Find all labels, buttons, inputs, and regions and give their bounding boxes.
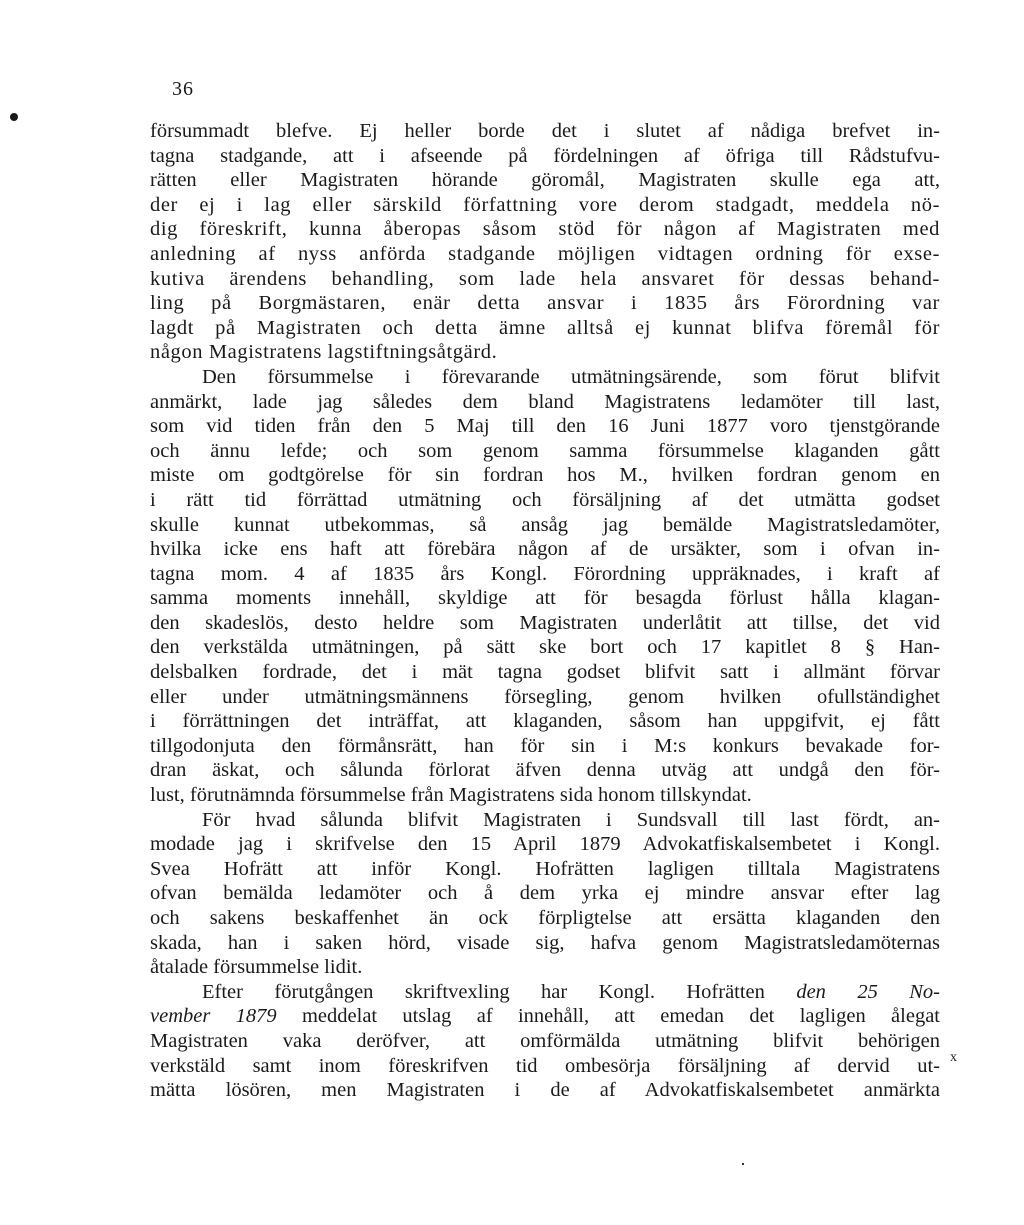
text-line — [150, 537, 940, 562]
line-text: anledning af nyss anförda stadgande möjligen vidtagen ordning för exse- — [150, 242, 940, 265]
italic-date-text: den 25 No- — [796, 980, 940, 1003]
text-line — [150, 316, 940, 341]
text-line — [150, 660, 940, 685]
text-line — [150, 390, 940, 415]
line-text: För hvad sålunda blifvit Magistraten i Sundsvall till last fördt, an- — [202, 808, 940, 831]
line-text: den skadeslös, desto heldre som Magistraten underlåtit att tillse, det vid — [150, 611, 940, 634]
text-line — [150, 340, 940, 365]
text-line — [150, 267, 940, 292]
text-line — [150, 291, 940, 316]
text-line — [150, 439, 940, 464]
line-text: modade jag i skrifvelse den 15 April 1879 Advokatfiskalsembetet i Kongl. — [150, 833, 940, 856]
text-line — [150, 562, 940, 587]
text-line — [150, 758, 940, 783]
text-line — [150, 1029, 940, 1054]
text-line — [150, 685, 940, 710]
line-text: Svea Hofrätt att inför Kongl. Hofrätten lagligen tilltala Magistratens — [150, 857, 940, 880]
line-text: och sakens beskaffenhet än ock förpligtelse att ersätta klaganden den — [150, 907, 940, 929]
line-text: tagna mom. 4 af 1835 års Kongl. Förordning uppräknades, i kraft af — [150, 562, 940, 585]
stray-ink-dot — [742, 1163, 744, 1165]
line-text: Efter förutgången skriftvexling har Kongl. Hofrätten — [202, 980, 797, 1003]
line-text-after: meddelat utslag af innehåll, att emedan det lagligen ålegat — [276, 1005, 940, 1028]
text-line — [150, 931, 940, 956]
text-line — [150, 881, 940, 906]
line-text: Den försummelse i förevarande utmätningsärende, som förut blifvit — [202, 365, 940, 388]
page-number: 36 — [172, 78, 194, 100]
line-text: samma moments innehåll, skyldige att för besagda förlust hålla klagan- — [150, 587, 940, 610]
text-line — [150, 144, 940, 169]
text-line — [150, 734, 940, 759]
text-line — [150, 857, 940, 882]
line-text: eller under utmätningsmännens försegling, genom hvilken ofullständighet — [150, 685, 940, 708]
line-text: tagna stadgande, att i afseende på fördelningen af öfriga till Rådstufvu- — [150, 144, 940, 167]
body-text — [150, 119, 940, 1103]
line-text: delsbalken fordrade, det i mät tagna godset blifvit satt i allmänt förvar — [150, 661, 940, 684]
text-line — [150, 1078, 940, 1103]
line-text: den verkstälda utmätningen, på sätt ske bort och 17 kapitlet 8 § Han- — [150, 636, 940, 659]
margin-annotation-mark: x — [950, 1050, 957, 1065]
margin-dot-mark — [10, 113, 18, 121]
line-text: i förrättningen det inträffat, att klaganden, såsom han uppgifvit, ej fått — [150, 710, 940, 733]
line-text: åtalade försummelse lidit. — [150, 956, 363, 979]
line-text: hvilka icke ens haft att förebära någon af de ursäkter, som i ofvan in- — [150, 538, 940, 561]
line-text: dig föreskrift, kunna åberopas såsom stöd för någon af Magistraten med — [150, 218, 940, 241]
line-text: ling på Borgmästaren, enär detta ansvar i 1835 års Förordning var — [150, 292, 940, 315]
line-text: Magistraten vaka deröfver, att omförmälda utmätning blifvit behörigen — [150, 1029, 940, 1052]
text-line — [150, 832, 940, 857]
line-text: som vid tiden från den 5 Maj till den 16 Juni 1877 voro tjenstgörande — [150, 415, 940, 438]
text-line — [150, 119, 940, 144]
line-text: mätta lösören, men Magistraten i de af Advokatfiskalsembetet anmärkta — [150, 1079, 940, 1102]
line-text: lust, förutnämnda försummelse från Magistratens sida honom tillskyndat. — [150, 784, 752, 807]
text-line — [150, 783, 940, 808]
text-line — [150, 1004, 940, 1029]
text-line — [150, 217, 940, 242]
text-line — [150, 1054, 940, 1079]
text-line — [150, 242, 940, 267]
line-text: anmärkt, lade jag således dem bland Magistratens ledamöter till last, — [150, 390, 940, 413]
line-text: dran äskat, och sålunda förlorat äfven denna utväg att undgå den för- — [150, 759, 940, 782]
text-line — [150, 808, 940, 833]
text-line — [150, 513, 940, 538]
line-text: i rätt tid förrättad utmätning och försäljning af det utmätta godset — [150, 488, 940, 511]
line-text: och ännu lefde; och som genom samma försummelse klaganden gått — [150, 439, 940, 462]
text-line — [150, 955, 940, 980]
text-line — [150, 168, 940, 193]
text-line — [150, 980, 940, 1005]
line-text: tillgodonjuta den förmånsrätt, han för sin i M:s konkurs bevakade for- — [150, 734, 940, 757]
line-text: der ej i lag eller särskild författning vore derom stadgadt, meddela nö- — [150, 193, 940, 216]
line-text: lagdt på Magistraten och detta ämne alltså ej kunnat blifva föremål för — [150, 316, 940, 339]
text-line — [150, 709, 940, 734]
line-text: någon Magistratens lagstiftningsåtgärd. — [150, 341, 498, 364]
text-line — [150, 488, 940, 513]
line-text: kutiva ärendens behandling, som lade hela ansvaret för dessas behand- — [150, 267, 940, 290]
line-text: rätten eller Magistraten hörande göromål, Magistraten skulle ega att, — [150, 169, 940, 192]
text-line — [150, 463, 940, 488]
line-text: miste om godtgörelse för sin fordran hos M., hvilken fordran genom en — [150, 464, 940, 487]
line-text: ofvan bemälda ledamöter och å dem yrka ej mindre ansvar efter lag — [150, 882, 940, 905]
text-line — [150, 906, 940, 931]
text-line — [150, 611, 940, 636]
text-line — [150, 365, 940, 390]
text-line — [150, 193, 940, 218]
line-text: skada, han i saken hörd, visade sig, hafva genom Magistratsledamöternas — [150, 931, 940, 954]
text-line — [150, 635, 940, 660]
line-text: verkstäld samt inom föreskrifven tid ombesörja försäljning af dervid ut- — [150, 1054, 940, 1077]
line-text: skulle kunnat utbekommas, så ansåg jag bemälde Magistratsledamöter, — [150, 513, 940, 536]
line-text: försummadt blefve. Ej heller borde det i slutet af nådiga brefvet in- — [150, 120, 940, 142]
text-line — [150, 586, 940, 611]
italic-date-text: vember 1879 — [150, 1005, 277, 1028]
text-line — [150, 414, 940, 439]
